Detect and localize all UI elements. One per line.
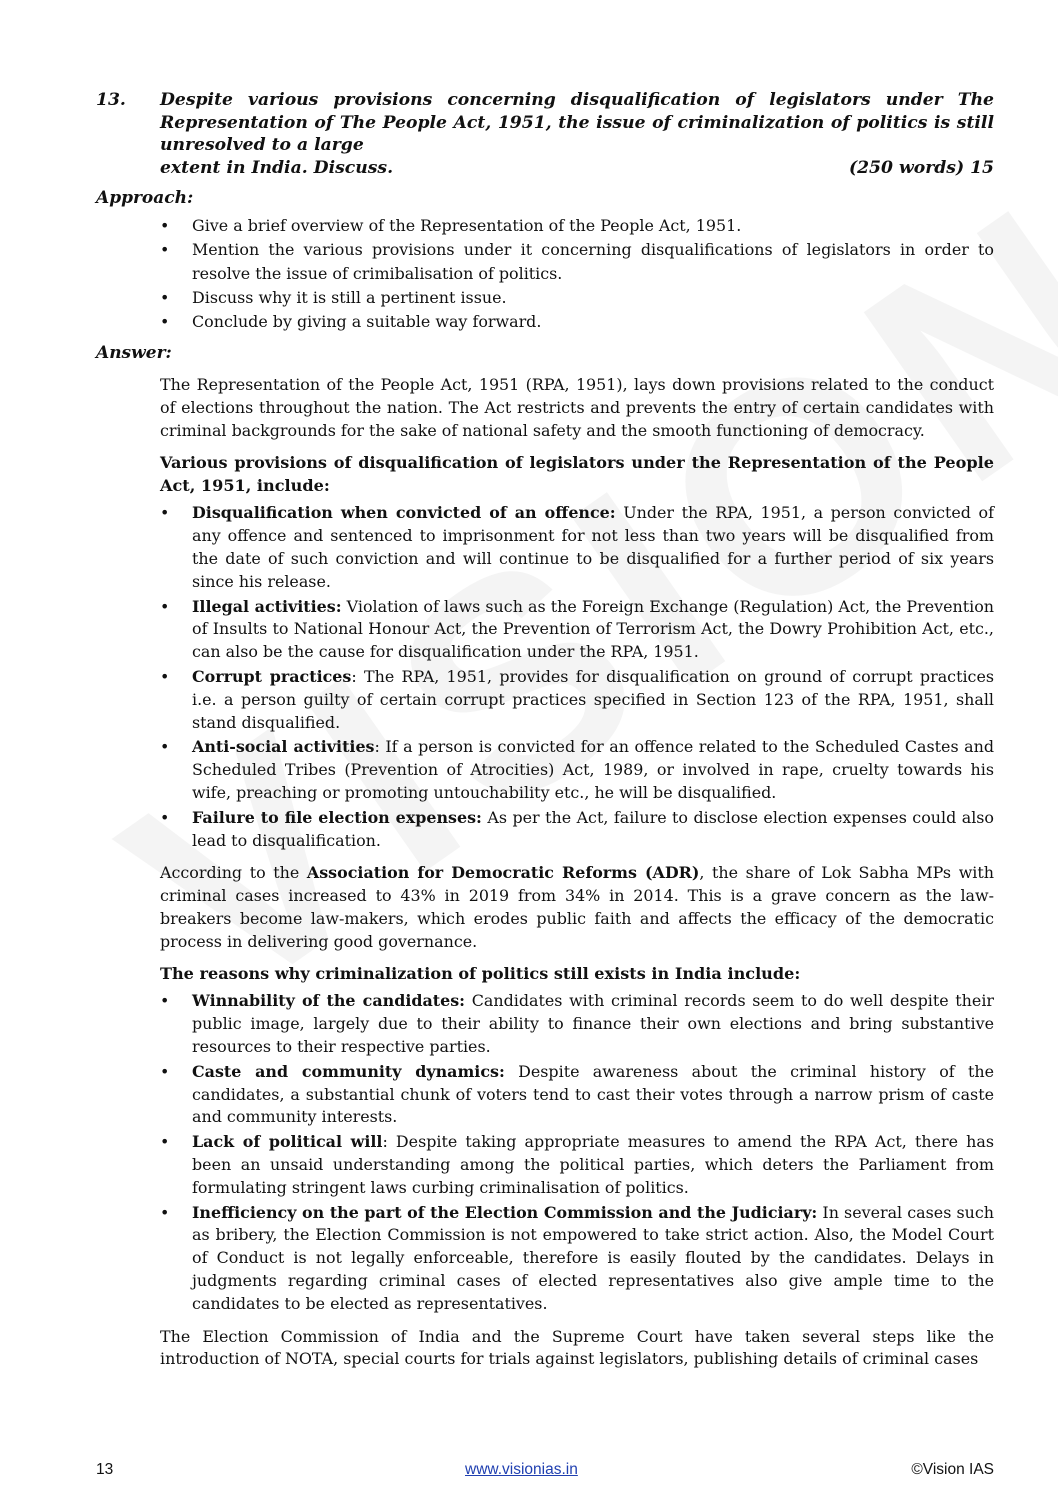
adr-post: , the share of Lok Sabha MPs with criminal cases increased to 43% in 2019 from 34% in 2014. This is a grave concern as the law-breakers become law-makers, which erodes public faith and affects the efficacy of the democratic process in delivering good governance.: [160, 863, 995, 951]
document-page: [96, 89, 994, 1371]
question-body: Despite various provisions concerning disqualification of legislators under The Representation of The People Act, 1951, the issue of criminalization of politics is still unresolved to a large: [160, 90, 994, 155]
provision-title: Anti-social activities: [192, 737, 375, 757]
provision-item: [96, 666, 994, 734]
provision-text: Violation of laws such as the Foreign Exchange (Regulation) Act, the Prevention of Insults to National Honour Act, the Prevention of Terrorism Act, the Dowry Prohibition Act, etc., can also be the cause for disqualification under the RPA, 1951.: [192, 596, 994, 662]
reason-title: Lack of political will: [192, 1132, 383, 1152]
reason-item: [96, 1061, 994, 1129]
adr-pre: According to the: [160, 863, 307, 883]
reason-text: : Despite taking appropriate measures to amend the RPA Act, there has been an unsaid understanding among the political parties, which deters the Parliament from formulating stringent laws curbing criminalisation of politics.: [192, 1132, 994, 1197]
answer-intro: The Representation of the People Act, 1951 (RPA, 1951), lays down provisions related to the conduct of elections throughout the nation. The Act restricts and prevents the entry of certain candidates with criminal backgrounds for the sake of national safety and the smooth functioning of democracy.: [160, 375, 994, 441]
closing-paragraph: The Election Commission of India and the Supreme Court have taken several steps like the introduction of NOTA, special courts for trials against legislators, publishing details of criminal cases: [160, 1326, 994, 1369]
approach-item: • Mention the various provisions under it concerning disqualifications of legislators in order to resolve the issue of crimibalisation of politics.: [96, 238, 994, 285]
provision-item: [96, 807, 994, 853]
provision-title: Corrupt practices: [192, 667, 352, 687]
website-link[interactable]: www.visionias.in: [465, 1461, 578, 1478]
copyright: ©Vision IAS: [911, 1461, 994, 1478]
provisions-list: [96, 502, 994, 852]
provision-item: [96, 502, 994, 593]
provision-title: Illegal activities:: [192, 596, 342, 616]
reasons-heading: The reasons why criminalization of politics still exists in India include:: [160, 963, 801, 983]
approach-item: • Discuss why it is still a pertinent issue.: [96, 286, 994, 309]
question-block: [96, 89, 994, 179]
reason-item: [96, 1202, 994, 1316]
reason-item: [96, 1131, 994, 1199]
question-number: 13.: [96, 90, 126, 110]
provision-item: [96, 736, 994, 804]
provision-title: Failure to file election expenses:: [192, 807, 482, 827]
question-marks: (250 words) 15: [848, 157, 994, 178]
reason-text: Despite awareness about the criminal history of the candidates, a substantial chunk of voters tend to cast their votes through a narrow prism of caste and community interests.: [192, 1061, 994, 1127]
adr-paragraph: [96, 862, 994, 953]
provision-text: : If a person is convicted for an offence related to the Scheduled Castes and Scheduled Tribes (Prevention of Atrocities) Act, 1989, or involved in rape, cruelty towards his wife, preaching or promoting untouchability etc., he will be disqualified.: [192, 737, 995, 803]
approach-item: • Conclude by giving a suitable way forward.: [96, 310, 994, 333]
provision-text: Under the RPA, 1951, a person convicted of any offence and sentenced to imprisonment for not less than two years will be disqualified from the date of such conviction and will continue to be disqualified for a further period of six years since his release.: [192, 503, 995, 591]
adr-bold: Association for Democratic Reforms (ADR): [306, 863, 700, 883]
approach-heading: Approach:: [96, 188, 194, 208]
provisions-heading: Various provisions of disqualification of legislators under the Representation of the People Act, 1951, include:: [160, 452, 994, 495]
provision-text: : The RPA, 1951, provides for disqualification on ground of corrupt practices i.e. a person guilty of certain corrupt practices specified in Section 123 of the RPA, 1951, shall stand disqualified.: [192, 667, 995, 732]
approach-item: • Give a brief overview of the Representation of the People Act, 1951.: [96, 214, 994, 237]
question-last-line: extent in India. Discuss.: [160, 157, 394, 178]
page-number: 13: [96, 1461, 114, 1478]
provision-title: Disqualification when convicted of an offence:: [192, 503, 616, 523]
reason-title: Caste and community dynamics:: [192, 1061, 505, 1081]
provision-text: As per the Act, failure to disclose election expenses could also lead to disqualification.: [192, 807, 994, 850]
reason-title: Winnability of the candidates:: [192, 991, 466, 1011]
reason-item: [96, 990, 994, 1058]
page-footer: [96, 1461, 994, 1483]
provision-item: [96, 596, 994, 664]
reason-text: Candidates with criminal records seem to do well despite their public image, largely due to their ability to finance their own elections and bring substantive resources to their respective parties.: [192, 991, 994, 1056]
reasons-list: [96, 990, 994, 1315]
answer-heading: Answer:: [96, 343, 172, 364]
question-text: [160, 89, 994, 179]
reason-title: Inefficiency on the part of the Election Commission and the Judiciary:: [192, 1202, 818, 1222]
reason-text: In several cases such as bribery, the Election Commission is not empowered to take strict action. Also, the Model Court of Conduct is not legally enforceable, therefore is easily flouted by the candidates. Delays in judgments regarding criminal cases of elected representatives also give ample time to the candidates to be elected as representatives.: [192, 1202, 994, 1313]
approach-list: [96, 214, 994, 333]
